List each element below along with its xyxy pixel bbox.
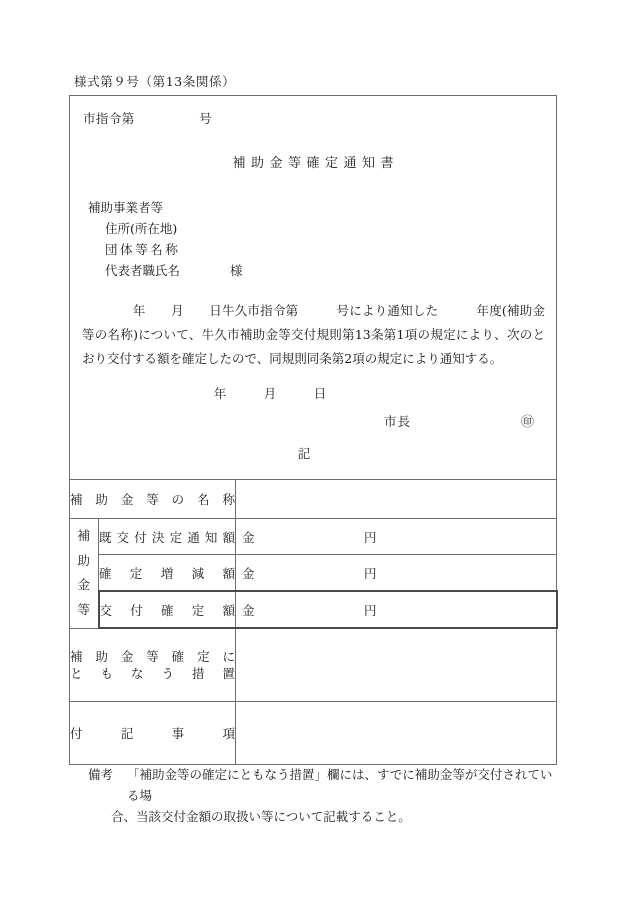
group-label-char-3: 金	[77, 577, 90, 593]
money-prefix-adjustment: 金	[242, 565, 255, 581]
addressee-block	[88, 197, 243, 281]
addressee-address: 住所(所在地)	[105, 221, 178, 236]
remarks-text-line-1: 「補助金等の確定にともなう措置」欄には、すでに補助金等が交付されている場	[127, 767, 553, 803]
cell-label-prior-amount: 既交付決定通知額	[99, 519, 236, 555]
mayor-label: 市長	[384, 414, 412, 429]
cell-value-notes[interactable]	[236, 702, 557, 765]
table-row-notes	[70, 702, 557, 765]
cell-group-label-subsidy	[70, 519, 99, 629]
table-row-prior-amount	[70, 519, 557, 555]
remarks-first-line	[88, 764, 558, 806]
document-title: 補助金等確定通知書	[232, 156, 399, 171]
issue-date-line: 年 月 日	[213, 386, 327, 401]
remarks-block	[88, 764, 558, 827]
ki-label: 記	[297, 446, 311, 461]
currency-unit-prior: 円	[364, 529, 377, 545]
form-upper-section	[70, 96, 556, 479]
body-paragraph: 年 月 日牛久市指令第 号により通知した 年度(補助金等の名称)について、牛久市補助金等交付規則第13条第1項の規定により、次のとおり交付する額を確定したので、同規則同条第2項の規定により通知する。	[82, 303, 545, 366]
cell-value-final-amount[interactable]	[236, 591, 557, 628]
group-label-char-1: 補	[77, 528, 90, 544]
remarks-heading: 備考	[88, 767, 114, 782]
seal-icon: ㊞	[521, 415, 535, 430]
shirei-number: 市指令第 号	[83, 111, 213, 126]
cell-label-measures	[70, 628, 236, 702]
addressee-heading: 補助事業者等	[88, 200, 164, 215]
addressee-organization: 団体等名称	[105, 242, 181, 257]
cell-label-notes: 付記事項	[70, 702, 236, 765]
table-row-subsidy-name	[70, 480, 557, 519]
cell-label-final-amount: 交付確定額	[99, 591, 236, 628]
currency-unit-adjustment: 円	[364, 565, 377, 581]
mayor-signature-line	[70, 412, 556, 432]
table-row-adjustment-amount	[70, 555, 557, 592]
table-row-final-amount	[70, 591, 557, 628]
money-prefix-prior: 金	[242, 529, 255, 545]
addressee-representative: 代表者職氏名 様	[105, 263, 243, 278]
cell-value-measures[interactable]	[236, 628, 557, 702]
group-label-char-4: 等	[77, 601, 90, 617]
table-row-measures	[70, 628, 557, 702]
cell-value-subsidy-name[interactable]	[236, 480, 557, 519]
cell-value-adjustment-amount[interactable]	[236, 555, 557, 592]
cell-value-prior-amount[interactable]	[236, 519, 557, 555]
form-frame	[69, 95, 557, 755]
group-label-char-2: 助	[77, 552, 90, 568]
measures-label-line-2: ともなう措置	[70, 666, 236, 681]
form-number: 様式第９号（第13条関係）	[74, 74, 236, 89]
measures-label-line-1: 補助金等確定に	[70, 649, 236, 664]
cell-label-subsidy-name: 補助金等の名称	[70, 480, 236, 519]
ki-marker	[70, 444, 556, 462]
cell-label-adjustment-amount: 確定増減額	[99, 555, 236, 592]
remarks-text-line-2: 合、当該交付金額の取扱い等について記載すること。	[111, 809, 411, 824]
money-prefix-final: 金	[242, 602, 255, 618]
determination-table	[69, 479, 558, 765]
currency-unit-final: 円	[364, 602, 377, 618]
